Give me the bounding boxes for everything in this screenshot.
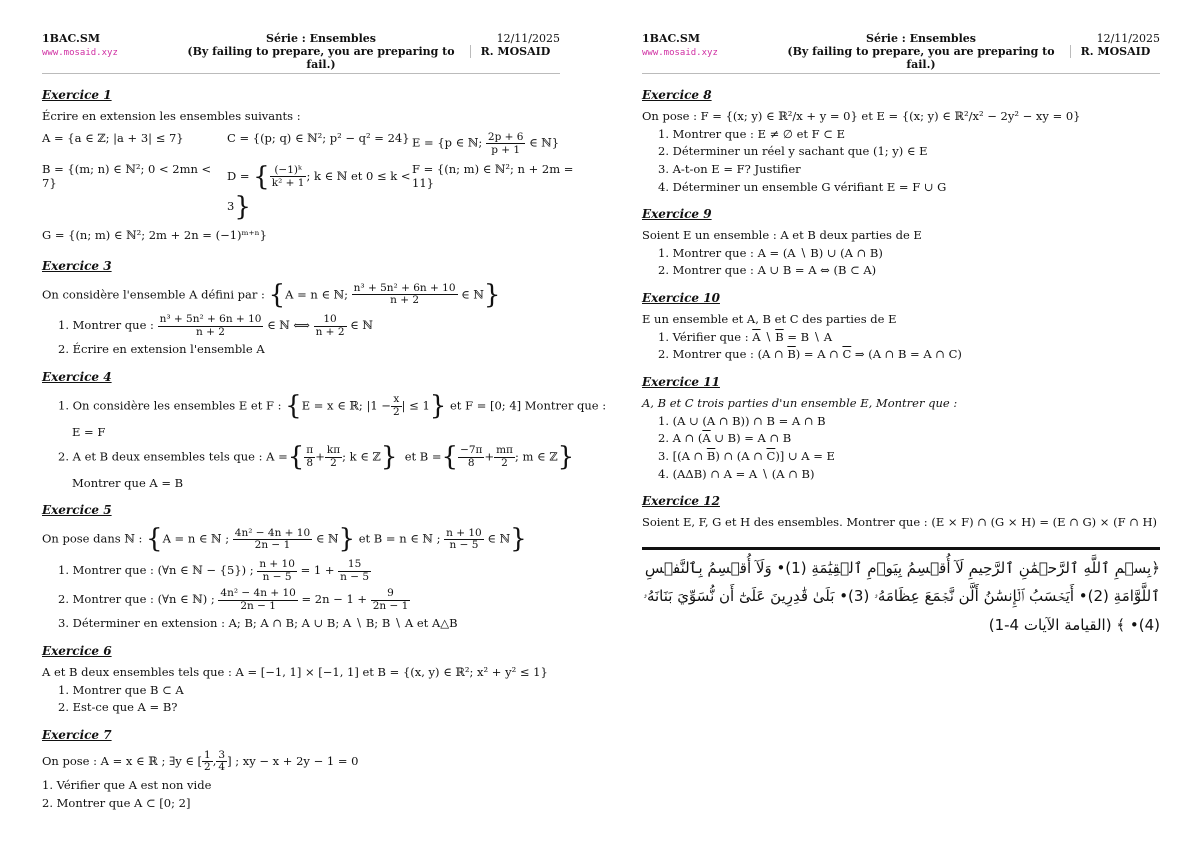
set-e-post: ∈ ℕ} xyxy=(529,135,560,150)
brace: { xyxy=(253,161,270,192)
brace: { xyxy=(268,279,286,310)
question: 3. Déterminer en extension : A; B; A ∩ B; A ∪ B; A ∖ B; B ∖ A et A△B xyxy=(58,616,458,631)
denominator: 8 xyxy=(306,457,314,469)
text: 2. A ∩ ( xyxy=(658,431,703,446)
text: et B = xyxy=(404,449,442,464)
brace: } xyxy=(380,442,398,473)
exercise-text: A et B deux ensembles tels que : A = [−1, 1] × [−1, 1] et B = {(x, y) ∈ ℝ²; x² + y² ≤ 1} xyxy=(42,664,548,679)
text: = B ∖ A xyxy=(787,329,832,344)
text: 3. [(A ∩ xyxy=(658,448,704,463)
numerator: n + 10 xyxy=(259,558,295,571)
set-d-post: ; k ∈ ℕ et 0 ≤ k < 3 xyxy=(227,168,411,213)
set-d-pre: D = xyxy=(227,168,250,183)
numerator: 9 xyxy=(371,588,411,601)
class-label: 1BAC.SM xyxy=(642,32,700,45)
exercise-text: Soient E, F, G et H des ensembles. Montrer que : (E × F) ∩ (G × H) = (E ∩ G) × (F ∩ H) xyxy=(642,515,1158,530)
text: = 2n − 1 + xyxy=(301,592,368,607)
text: 2. Montrer que : (∀n ∈ ℕ) ; xyxy=(58,592,215,607)
denominator: n + 2 xyxy=(196,325,225,338)
denominator: 2 xyxy=(204,761,211,774)
overline-b: $\overline{B}$ xyxy=(787,347,796,362)
motto: (By failing to prepare, you are preparing to fail.) xyxy=(787,45,1055,71)
question-continuation: E = F xyxy=(72,424,106,439)
brace: { xyxy=(285,390,302,421)
question xyxy=(42,559,560,583)
text: ] ; xy − x + 2y − 1 = 0 xyxy=(227,753,359,768)
question xyxy=(642,348,1160,361)
numerator: n³ + 5n² + 6n + 10 xyxy=(353,281,456,294)
fraction xyxy=(158,314,264,338)
date: 12/11/2025 xyxy=(496,32,560,45)
text: ) ∩ (A ∩ xyxy=(715,448,763,463)
fraction xyxy=(314,314,347,338)
question: 2. Montrer que : A ∪ B = A ⇔ (B ⊂ A) xyxy=(658,263,877,278)
question: 1. Montrer que B ⊂ A xyxy=(58,682,184,697)
question: 1. Montrer que : E ≠ ∅ et F ⊂ E xyxy=(658,126,845,141)
text: On considère l'ensemble A défini par : xyxy=(42,286,265,301)
exercise-title: Exercice 6 xyxy=(42,643,112,658)
exercise-text xyxy=(42,281,560,310)
exercise-title: Exercice 7 xyxy=(42,727,112,742)
question xyxy=(42,588,560,612)
question: 4. (AΔB) ∩ A = A ∖ (A ∩ B) xyxy=(658,466,815,481)
fraction xyxy=(304,445,315,469)
exercise-title: Exercice 11 xyxy=(642,375,720,390)
denominator: 2n − 1 xyxy=(254,539,291,552)
text: A = n ∈ ℕ ; xyxy=(162,531,230,546)
fraction xyxy=(352,283,458,307)
denominator: p + 1 xyxy=(491,143,521,156)
numerator: (−1)ᵏ xyxy=(270,164,307,177)
exercise-text: E un ensemble et A, B et C des parties de E xyxy=(642,312,897,327)
author: R. MOSAID xyxy=(470,45,560,58)
numerator: 10 xyxy=(314,314,347,327)
denominator: n − 5 xyxy=(340,570,370,583)
question: 1. (A ∪ (A ∩ B)) ∩ B = A ∩ B xyxy=(658,413,826,428)
text: E = x ∈ ℝ; |1 − xyxy=(301,398,391,413)
overline-a: $\overline{A}$ xyxy=(752,329,761,344)
numerator: 4n² − 4n + 10 xyxy=(234,526,311,539)
text: ) = A ∩ xyxy=(795,347,839,362)
text: ∈ ℕ xyxy=(461,286,484,301)
text: ∈ ℕ xyxy=(487,531,511,546)
text: ; m ∈ ℤ xyxy=(514,449,558,464)
denominator: n − 5 xyxy=(449,539,479,552)
brace: } xyxy=(510,524,527,555)
page-header xyxy=(42,32,560,74)
text: et F = [0; 4] Montrer que : xyxy=(449,398,607,413)
denominator: 2 xyxy=(392,405,400,418)
fraction xyxy=(270,164,307,189)
text: ∈ ℕ xyxy=(350,318,373,333)
question: 3. A-t-on E = F? Justifier xyxy=(658,161,801,176)
denominator: 2 xyxy=(501,457,508,469)
question: 1. Montrer que : A = (A ∖ B) ∪ (A ∩ B) xyxy=(658,245,883,260)
overline-a: $\overline{A}$ xyxy=(702,431,711,446)
numerator: 1 xyxy=(204,748,211,761)
brace: } xyxy=(557,442,575,473)
set-e-pre: E = {p ∈ ℕ; xyxy=(412,135,483,150)
fraction xyxy=(216,750,227,774)
series-title: Série : Ensembles xyxy=(866,32,976,45)
exercise-title: Exercice 10 xyxy=(642,291,720,306)
brace: } xyxy=(483,279,501,310)
numerator: 2p + 6 xyxy=(487,130,524,143)
denominator: 2n − 1 xyxy=(240,599,276,612)
numerator: x xyxy=(391,394,402,407)
exercise-text xyxy=(42,525,560,554)
text: On pose : A = x ∈ ℝ ; ∃y ∈ [ xyxy=(42,753,203,768)
text: = 1 + xyxy=(300,563,335,578)
fraction xyxy=(444,528,484,552)
brace: } xyxy=(429,390,447,421)
numerator: mπ xyxy=(496,444,513,457)
denominator: n + 2 xyxy=(315,325,345,338)
exercise-text: A, B et C trois parties d'un ensemble E, Montrer que : xyxy=(642,396,958,411)
text: )] ∪ A = E xyxy=(775,448,835,463)
text: 1. Montrer que : (∀n ∈ ℕ − {5}) ; xyxy=(58,563,254,578)
overline-c: $\overline{C}$ xyxy=(842,347,852,362)
text: ; k ∈ ℤ xyxy=(342,449,381,464)
denominator: n + 2 xyxy=(390,294,420,307)
text: 1. Montrer que : xyxy=(58,318,154,333)
brace: { xyxy=(146,524,163,555)
exercise-text: Soient E un ensemble : A et B deux parties de E xyxy=(642,228,922,243)
fraction xyxy=(494,445,515,469)
motto: (By failing to prepare, you are preparing to fail.) xyxy=(187,45,455,71)
fraction xyxy=(218,588,297,612)
brace: } xyxy=(234,191,251,222)
author: R. MOSAID xyxy=(1070,45,1160,58)
question: 2. Déterminer un réel y sachant que (1; y) ∈ E xyxy=(658,144,928,159)
numerator: −7π xyxy=(460,444,483,457)
text: A = n ∈ ℕ; xyxy=(285,286,348,301)
question: 1. Vérifier que A est non vide xyxy=(42,777,212,792)
question xyxy=(42,390,607,421)
denominator: k² + 1 xyxy=(271,177,305,190)
overline-b: $\overline{B}$ xyxy=(775,329,784,344)
numerator: 4n² − 4n + 10 xyxy=(220,587,296,600)
text: ∪ B) = A ∩ B xyxy=(714,431,792,446)
date: 12/11/2025 xyxy=(1096,32,1160,45)
class-label: 1BAC.SM xyxy=(42,32,100,45)
question-continuation: Montrer que A = B xyxy=(72,475,184,490)
fraction xyxy=(338,559,371,583)
numerator: n + 10 xyxy=(446,526,482,539)
page-right xyxy=(600,0,1200,849)
exercise-title: Exercice 8 xyxy=(642,88,712,102)
brace: } xyxy=(338,524,356,555)
numerator: 3 xyxy=(218,748,226,761)
question: 1. Vérifier que : $\overline{A}$ ∖ $\overline{B} = B$ ∖ A xyxy=(658,329,832,344)
text: 2. A et B deux ensembles tels que : xyxy=(58,449,263,464)
overline-b: $\overline{B}$ xyxy=(706,448,716,463)
denominator: 8 xyxy=(467,457,475,469)
question xyxy=(42,314,560,338)
set-a: A = {a ∈ ℤ; |a + 3| ≤ 7} xyxy=(42,130,184,145)
series-title: Série : Ensembles xyxy=(266,32,376,45)
denominator: 2n − 1 xyxy=(372,599,409,612)
site-link[interactable]: www.mosaid.xyz xyxy=(642,48,718,58)
numerator: kπ xyxy=(326,444,341,457)
question: 4. Déterminer un ensemble G vérifiant E = F ∪ G xyxy=(658,179,947,194)
set-e xyxy=(412,131,582,156)
text: ∈ ℕ ⟺ xyxy=(267,318,310,333)
site-link[interactable]: www.mosaid.xyz xyxy=(42,48,118,58)
brace: { xyxy=(287,442,305,473)
quran-verse: ﴿بِسۡمِ ٱللَّهِ ٱلرَّحۡمَٰنِ ٱلرَّحِيمِ لَآ أُقۡسِمُ بِيَوۡمِ ٱلۡقِيَٰمَةِ (1)• وَلَآ أُقۡسِمُ بِٱلنَّفۡسِ ٱللَّوَّامَةِ (2)• أَيَحۡسَبُ ٱلۡإِنسَٰنُ أَلَّن نَّجۡمَعَ عِظَامَهُۥ (3)• بَلَىٰ قَٰدِرِينَ عَلَىٰٓ أَن نُّسَوِّيَ بَنَانَهُۥ (4)• ﴾ (القيامة الآيات 4-1) xyxy=(643,558,1160,634)
text: | ≤ 1 xyxy=(401,398,430,413)
denominator: 4 xyxy=(218,761,226,774)
set-f: F = {(n; m) ∈ ℕ²; n + 2m = 11} xyxy=(412,161,574,190)
numerator: π xyxy=(306,444,314,457)
fraction xyxy=(486,131,526,156)
exercise-title: Exercice 1 xyxy=(42,88,112,102)
exercise-text: On pose : A = x ∈ ℝ ; ∃y ∈ [ $\frac{1}{2}$ , $\frac{3}{4}$ ] ; xy − x + 2y − 1 = 0 xyxy=(42,748,359,774)
set-d xyxy=(227,162,412,222)
question xyxy=(642,450,1160,463)
brace: { xyxy=(441,442,459,473)
text: On pose dans ℕ : xyxy=(42,531,143,546)
exercise-title: Exercice 3 xyxy=(42,258,112,273)
exercise-title: Exercice 4 xyxy=(42,369,112,384)
question: 2. A et B deux ensembles tels que : A ={ $\frac{\pi}{8}$ + $\frac{k\pi}{2}$ ; k ∈ ℤ} et B ={ $\frac{-7\pi}{8}$ + $\frac{m\pi}{2}$ ; m ∈ ℤ} xyxy=(58,442,575,473)
fraction xyxy=(257,559,297,583)
denominator: n − 5 xyxy=(262,570,292,583)
set-g: G = {(n; m) ∈ ℕ²; 2m + 2n = (−1)ᵐ⁺ⁿ} xyxy=(42,227,267,242)
exercise-title: Exercice 9 xyxy=(642,207,712,222)
text: 1. Vérifier que : xyxy=(658,329,749,344)
text: 1. On considère les ensembles E et F : xyxy=(58,398,282,413)
denominator: 2 xyxy=(330,457,337,469)
fraction xyxy=(371,588,411,612)
exercise-title: Exercice 5 xyxy=(42,503,112,518)
text: ⇒ (A ∩ B = A ∩ C) xyxy=(854,347,962,362)
fraction xyxy=(391,394,402,418)
numerator: 15 xyxy=(338,559,371,572)
question xyxy=(642,432,1160,445)
question: 2. Est-ce que A = B? xyxy=(58,700,178,715)
numerator: n³ + 5n² + 6n + 10 xyxy=(159,313,262,326)
question: 2. Écrire en extension l'ensemble A xyxy=(58,342,265,357)
set-c: C = {(p; q) ∈ ℕ²; p² − q² = 24} xyxy=(227,130,410,145)
exercise-text: On pose : F = {(x; y) ∈ ℝ²/x + y = 0} et E = {(x; y) ∈ ℝ²/x² − 2y² − xy = 0} xyxy=(642,109,1081,123)
text: et B = n ∈ ℕ ; xyxy=(358,531,441,546)
question: 2. Montrer que A ⊂ [0; 2] xyxy=(42,795,191,810)
text: ∈ ℕ xyxy=(315,531,339,546)
fraction xyxy=(202,750,213,774)
fraction xyxy=(458,445,484,469)
fraction xyxy=(233,528,312,552)
page-header xyxy=(642,32,1160,74)
text: 2. Montrer que : (A ∩ xyxy=(658,347,784,362)
fraction xyxy=(325,445,342,469)
quran-block xyxy=(642,547,1160,640)
text: A = xyxy=(266,449,288,464)
exercise-sets xyxy=(42,128,574,245)
set-b: B = {(m; n) ∈ ℕ²; 0 < 2mn < 7} xyxy=(42,161,212,190)
overline-c: $\overline{C}$ xyxy=(766,448,776,463)
exercise-text: Écrire en extension les ensembles suivants : xyxy=(42,109,301,123)
exercise-title: Exercice 12 xyxy=(642,494,720,509)
